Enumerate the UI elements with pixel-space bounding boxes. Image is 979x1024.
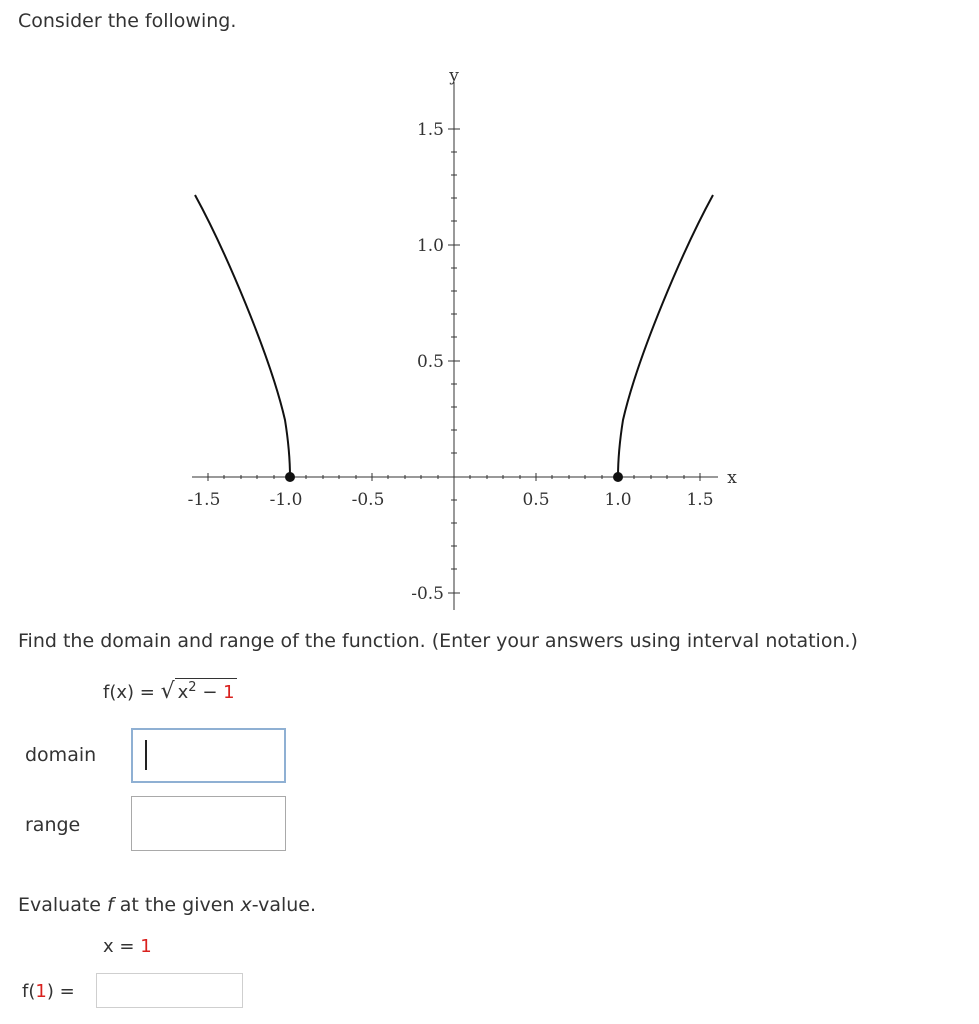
xval-eq: = [119,936,135,957]
text-cursor [145,740,147,770]
formula-lhs: f(x) [103,682,135,703]
xval-var: x [103,936,114,957]
x-tick-label: 1.5 [686,490,714,510]
function-formula [103,678,237,704]
exponent: 2 [188,680,197,695]
eval-text-mid: at the given [113,894,241,916]
range-input[interactable] [131,796,286,851]
f1-f: f [22,981,29,1002]
f1-open: ( [28,981,36,1002]
eval-x: x [240,894,252,916]
eval-text-post: -value. [251,894,317,916]
xval-num: 1 [140,936,152,957]
formula-constant: 1 [223,682,235,703]
y-tick-label: 1.5 [416,120,444,140]
intro-text: Consider the following. [18,10,237,32]
x-tick-label: 1.0 [604,490,632,510]
eval-f: f [107,894,114,916]
range-label: range [25,814,81,836]
y-tick-label: 1.0 [416,236,444,256]
y-axis-label: y [449,66,459,86]
left-branch-curve [195,195,290,477]
y-tick-label: 0.5 [416,352,444,372]
eval-text-pre: Evaluate [18,894,108,916]
f1-arg: 1 [35,981,47,1002]
x-axis-label: x [727,468,737,488]
domain-input[interactable] [131,728,286,783]
endpoint-right-dot [613,472,623,482]
radicand-var: x [177,682,189,703]
f1-eq: = [59,981,75,1002]
endpoint-left-dot [285,472,295,482]
x-value [103,936,152,957]
minus-sign: − [202,682,218,703]
x-tick-label: -0.5 [351,490,385,510]
x-tick-label: -1.5 [187,490,221,510]
sqrt-icon: √ [160,679,175,704]
question-prompt: Find the domain and range of the function. (Enter your answers using interval notation.) [18,630,858,652]
evaluate-instruction [18,894,316,916]
x-tick-label: -1.0 [269,490,303,510]
function-graph [150,55,770,615]
f-of-1-input[interactable] [96,973,243,1008]
right-branch-curve [618,195,713,477]
x-tick-label: 0.5 [522,490,550,510]
f-of-1-label [22,981,75,1002]
formula-equals: = [139,682,155,703]
y-tick-label: -0.5 [411,584,444,604]
radicand [175,678,237,703]
domain-label: domain [25,744,97,766]
f1-close: ) [46,981,54,1002]
